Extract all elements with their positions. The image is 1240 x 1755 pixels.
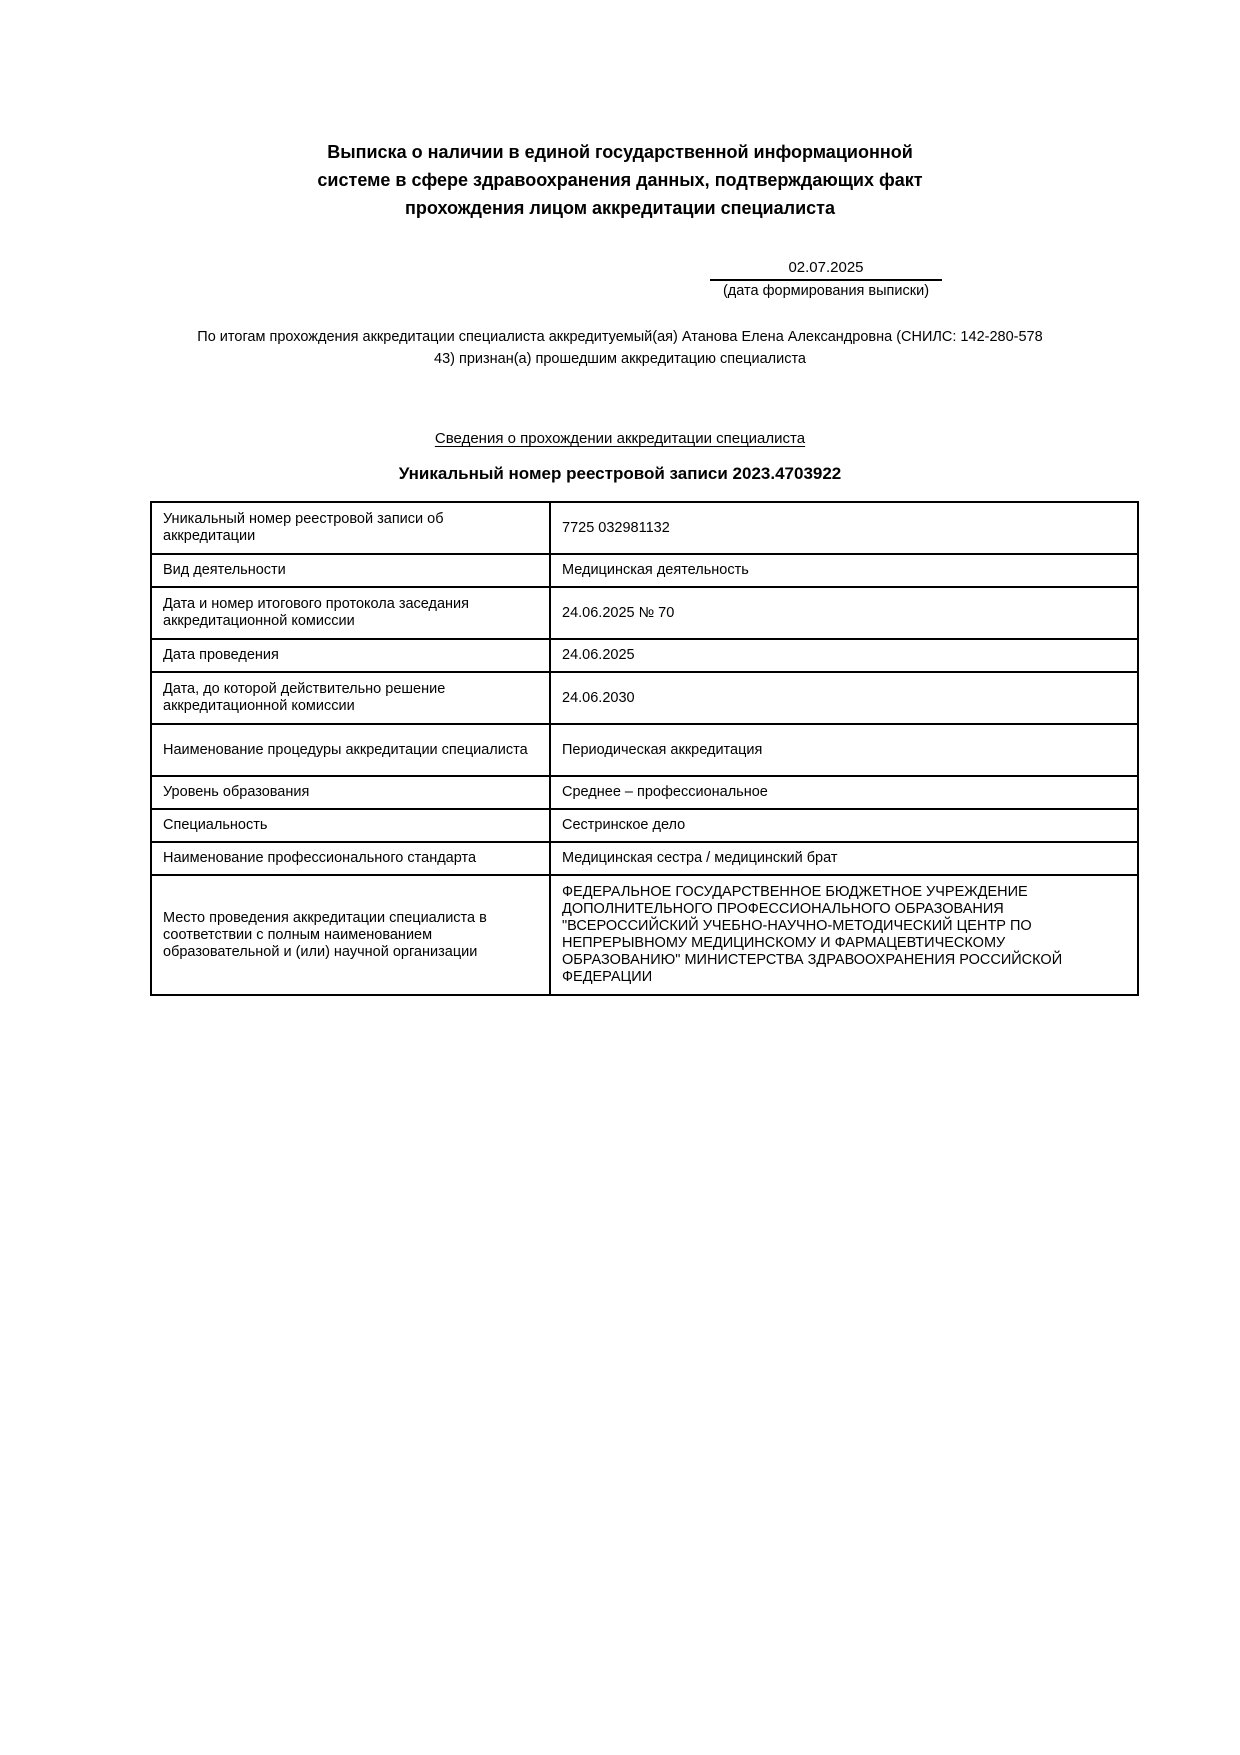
- row-value: Сестринское дело: [550, 809, 1138, 842]
- intro-paragraph-line: 43) признан(а) прошедшим аккредитацию специалиста: [434, 351, 806, 367]
- document-title-line: системе в сфере здравоохранения данных, подтверждающих факт: [317, 170, 923, 190]
- row-value: 24.06.2025 № 70: [550, 587, 1138, 639]
- row-label: Дата, до которой действительно решение аккредитационной комиссии: [151, 672, 550, 724]
- row-value: Среднее – профессиональное: [550, 776, 1138, 809]
- table-row-protocol: [151, 587, 1138, 639]
- formation-date-block: [0, 258, 1240, 300]
- intro-paragraph: [0, 326, 1240, 370]
- table-row-professional-standard: [151, 842, 1138, 875]
- row-value: Медицинская деятельность: [550, 554, 1138, 587]
- formation-date-inner: [710, 258, 942, 300]
- row-value: Периодическая аккредитация: [550, 724, 1138, 776]
- table-row-procedure-name: [151, 724, 1138, 776]
- row-value: ФЕДЕРАЛЬНОЕ ГОСУДАРСТВЕННОЕ БЮДЖЕТНОЕ УЧРЕЖДЕНИЕ ДОПОЛНИТЕЛЬНОГО ПРОФЕССИОНАЛЬНОГО ОБРАЗОВАНИЯ "ВСЕРОССИЙСКИЙ УЧЕБНО-НАУЧНО-МЕТОДИЧЕСКИЙ ЦЕНТР ПО НЕПРЕРЫВНОМУ МЕДИЦИНСКОМУ И ФАРМАЦЕВТИЧЕСКОМУ ОБРАЗОВАНИЮ" МИНИСТЕРСТВА ЗДРАВООХРАНЕНИЯ РОССИЙСКОЙ ФЕДЕРАЦИИ: [550, 875, 1138, 995]
- intro-paragraph-line: По итогам прохождения аккредитации специалиста аккредитуемый(ая) Атанова Елена Александровна (СНИЛС: 142-280-578: [197, 329, 1043, 345]
- table-row-education-level: [151, 776, 1138, 809]
- table-row-activity-type: [151, 554, 1138, 587]
- row-label: Уникальный номер реестровой записи об аккредитации: [151, 502, 550, 554]
- row-label: Дата проведения: [151, 639, 550, 672]
- row-label: Специальность: [151, 809, 550, 842]
- row-value: 7725 032981132: [550, 502, 1138, 554]
- row-value: 24.06.2025: [550, 639, 1138, 672]
- document-title-line: Выписка о наличии в единой государственной информационной: [327, 142, 913, 162]
- row-value: 24.06.2030: [550, 672, 1138, 724]
- table-row-accreditation-place: [151, 875, 1138, 995]
- table-row-date-held: [151, 639, 1138, 672]
- table-row-specialty: [151, 809, 1138, 842]
- row-label: Уровень образования: [151, 776, 550, 809]
- table-row-valid-until: [151, 672, 1138, 724]
- registry-number-heading: Уникальный номер реестровой записи 2023.4703922: [398, 464, 842, 483]
- row-label: Наименование процедуры аккредитации специалиста: [151, 724, 550, 776]
- formation-date: 02.07.2025: [710, 258, 942, 281]
- row-value: Медицинская сестра / медицинский брат: [550, 842, 1138, 875]
- table-row-registry-number: [151, 502, 1138, 554]
- row-label: Место проведения аккредитации специалиста в соответствии с полным наименованием образовательной и (или) научной организации: [151, 875, 550, 995]
- row-label: Вид деятельности: [151, 554, 550, 587]
- section-heading: Сведения о прохождении аккредитации специалиста: [434, 430, 806, 447]
- formation-date-caption: (дата формирования выписки): [722, 283, 930, 299]
- document-title: [0, 0, 1240, 222]
- document-title-line: прохождения лицом аккредитации специалиста: [405, 198, 835, 218]
- accreditation-table: [150, 501, 1139, 996]
- row-label: Дата и номер итогового протокола заседания аккредитационной комиссии: [151, 587, 550, 639]
- row-label: Наименование профессионального стандарта: [151, 842, 550, 875]
